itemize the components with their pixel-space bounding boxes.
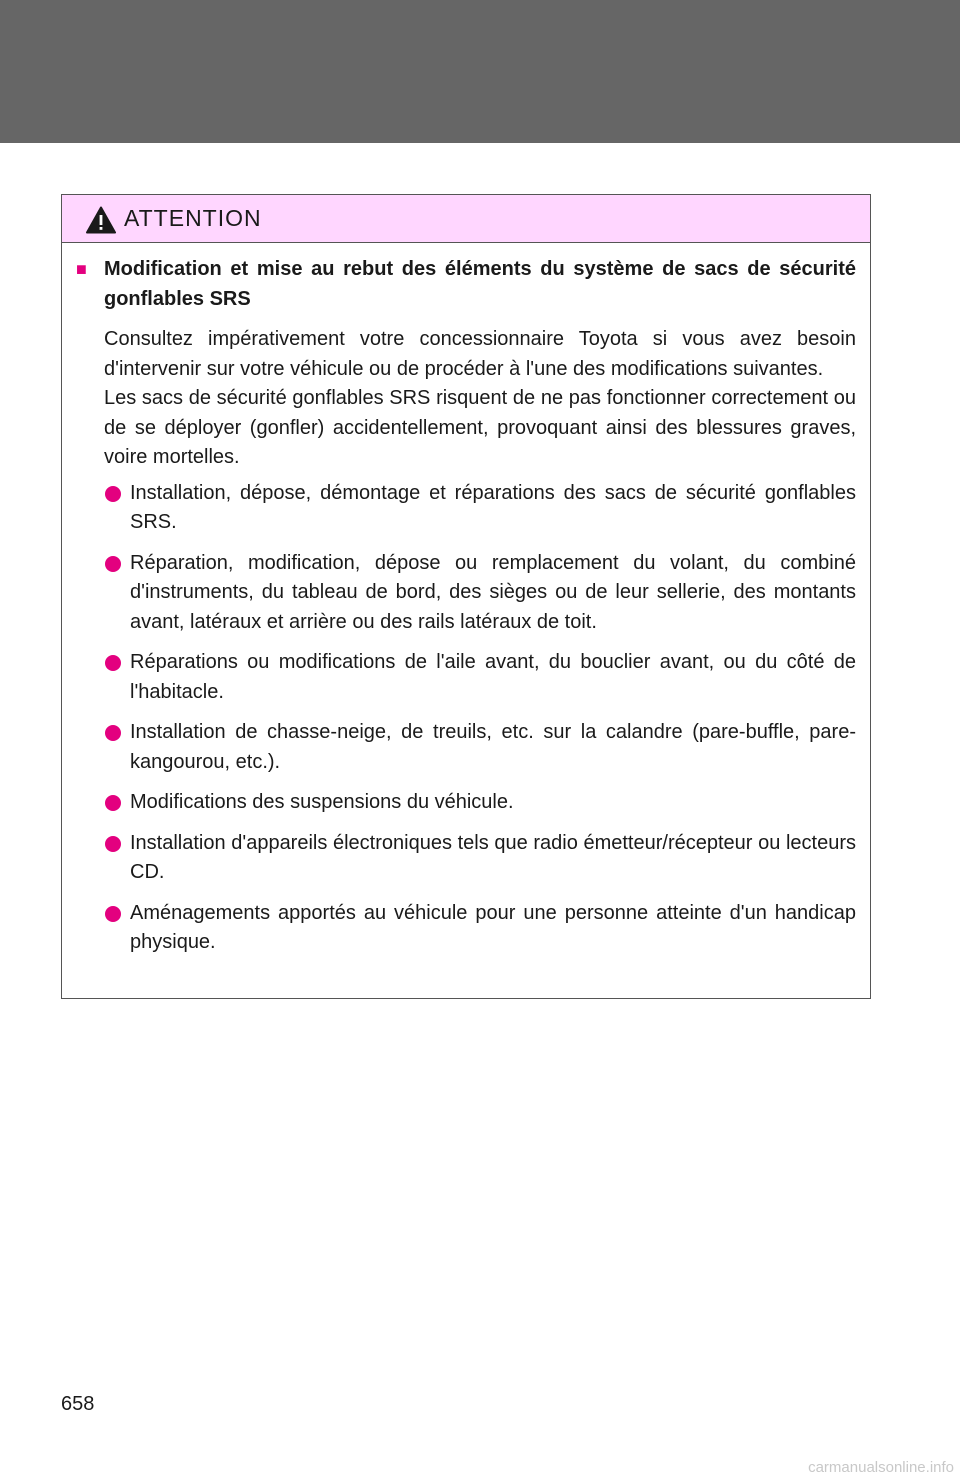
list-item: [76, 479, 856, 538]
list-item-text: Installation, dépose, démontage et réparations des sacs de sécurité gonflables SRS.: [130, 481, 856, 533]
top-band: [0, 0, 960, 143]
warning-box: [61, 194, 871, 999]
bullet-list: [76, 479, 856, 958]
intro-line: Consultez impérativement votre concessionnaire Toyota si vous avez besoin d'intervenir sur votre véhicule ou de procéder à l'une des modifications suivantes.: [104, 328, 856, 380]
warning-header: [62, 195, 870, 243]
intro-paragraph: [104, 325, 856, 473]
list-item: [76, 648, 856, 707]
round-bullet-icon: [105, 655, 121, 671]
square-bullet-icon: ■: [76, 259, 87, 279]
warning-triangle-icon: [86, 206, 116, 234]
list-item: [76, 549, 856, 638]
round-bullet-icon: [105, 486, 121, 502]
section-heading: [76, 255, 856, 314]
list-item-text: Réparations ou modifications de l'aile avant, du bouclier avant, ou du côté de l'habitacle.: [130, 651, 856, 703]
list-item-text: Modifications des suspensions du véhicule.: [130, 791, 514, 813]
list-item-text: Réparation, modification, dépose ou remplacement du volant, du combiné d'instruments, du tableau de bord, des sièges ou de leur sellerie, des montants avant, latéraux et arrière ou des rails latéraux de toit.: [130, 551, 856, 633]
round-bullet-icon: [105, 725, 121, 741]
list-item: [76, 718, 856, 777]
list-item: [76, 899, 856, 958]
round-bullet-icon: [105, 556, 121, 572]
list-item-text: Installation de chasse-neige, de treuils, etc. sur la calandre (pare-buffle, pare-kangourou, etc.).: [130, 721, 856, 773]
list-item: [76, 829, 856, 888]
round-bullet-icon: [105, 836, 121, 852]
round-bullet-icon: [105, 795, 121, 811]
watermark: carmanualsonline.info: [808, 1459, 954, 1476]
section-heading-text: Modification et mise au rebut des éléments du système de sacs de sécurité gonflables SRS: [104, 258, 856, 310]
intro-line: Les sacs de sécurité gonflables SRS risquent de ne pas fonctionner correctement ou de se déployer (gonfler) accidentellement, provoquant ainsi des blessures graves, voire mortelles.: [104, 387, 856, 468]
warning-title: ATTENTION: [124, 205, 262, 231]
warning-content: [62, 243, 870, 958]
list-item-text: Aménagements apportés au véhicule pour une personne atteinte d'un handicap physique.: [130, 901, 856, 953]
page-number: 658: [61, 1393, 95, 1415]
list-item: [76, 788, 856, 818]
round-bullet-icon: [105, 906, 121, 922]
list-item-text: Installation d'appareils électroniques tels que radio émetteur/récepteur ou lecteurs CD.: [130, 831, 856, 883]
